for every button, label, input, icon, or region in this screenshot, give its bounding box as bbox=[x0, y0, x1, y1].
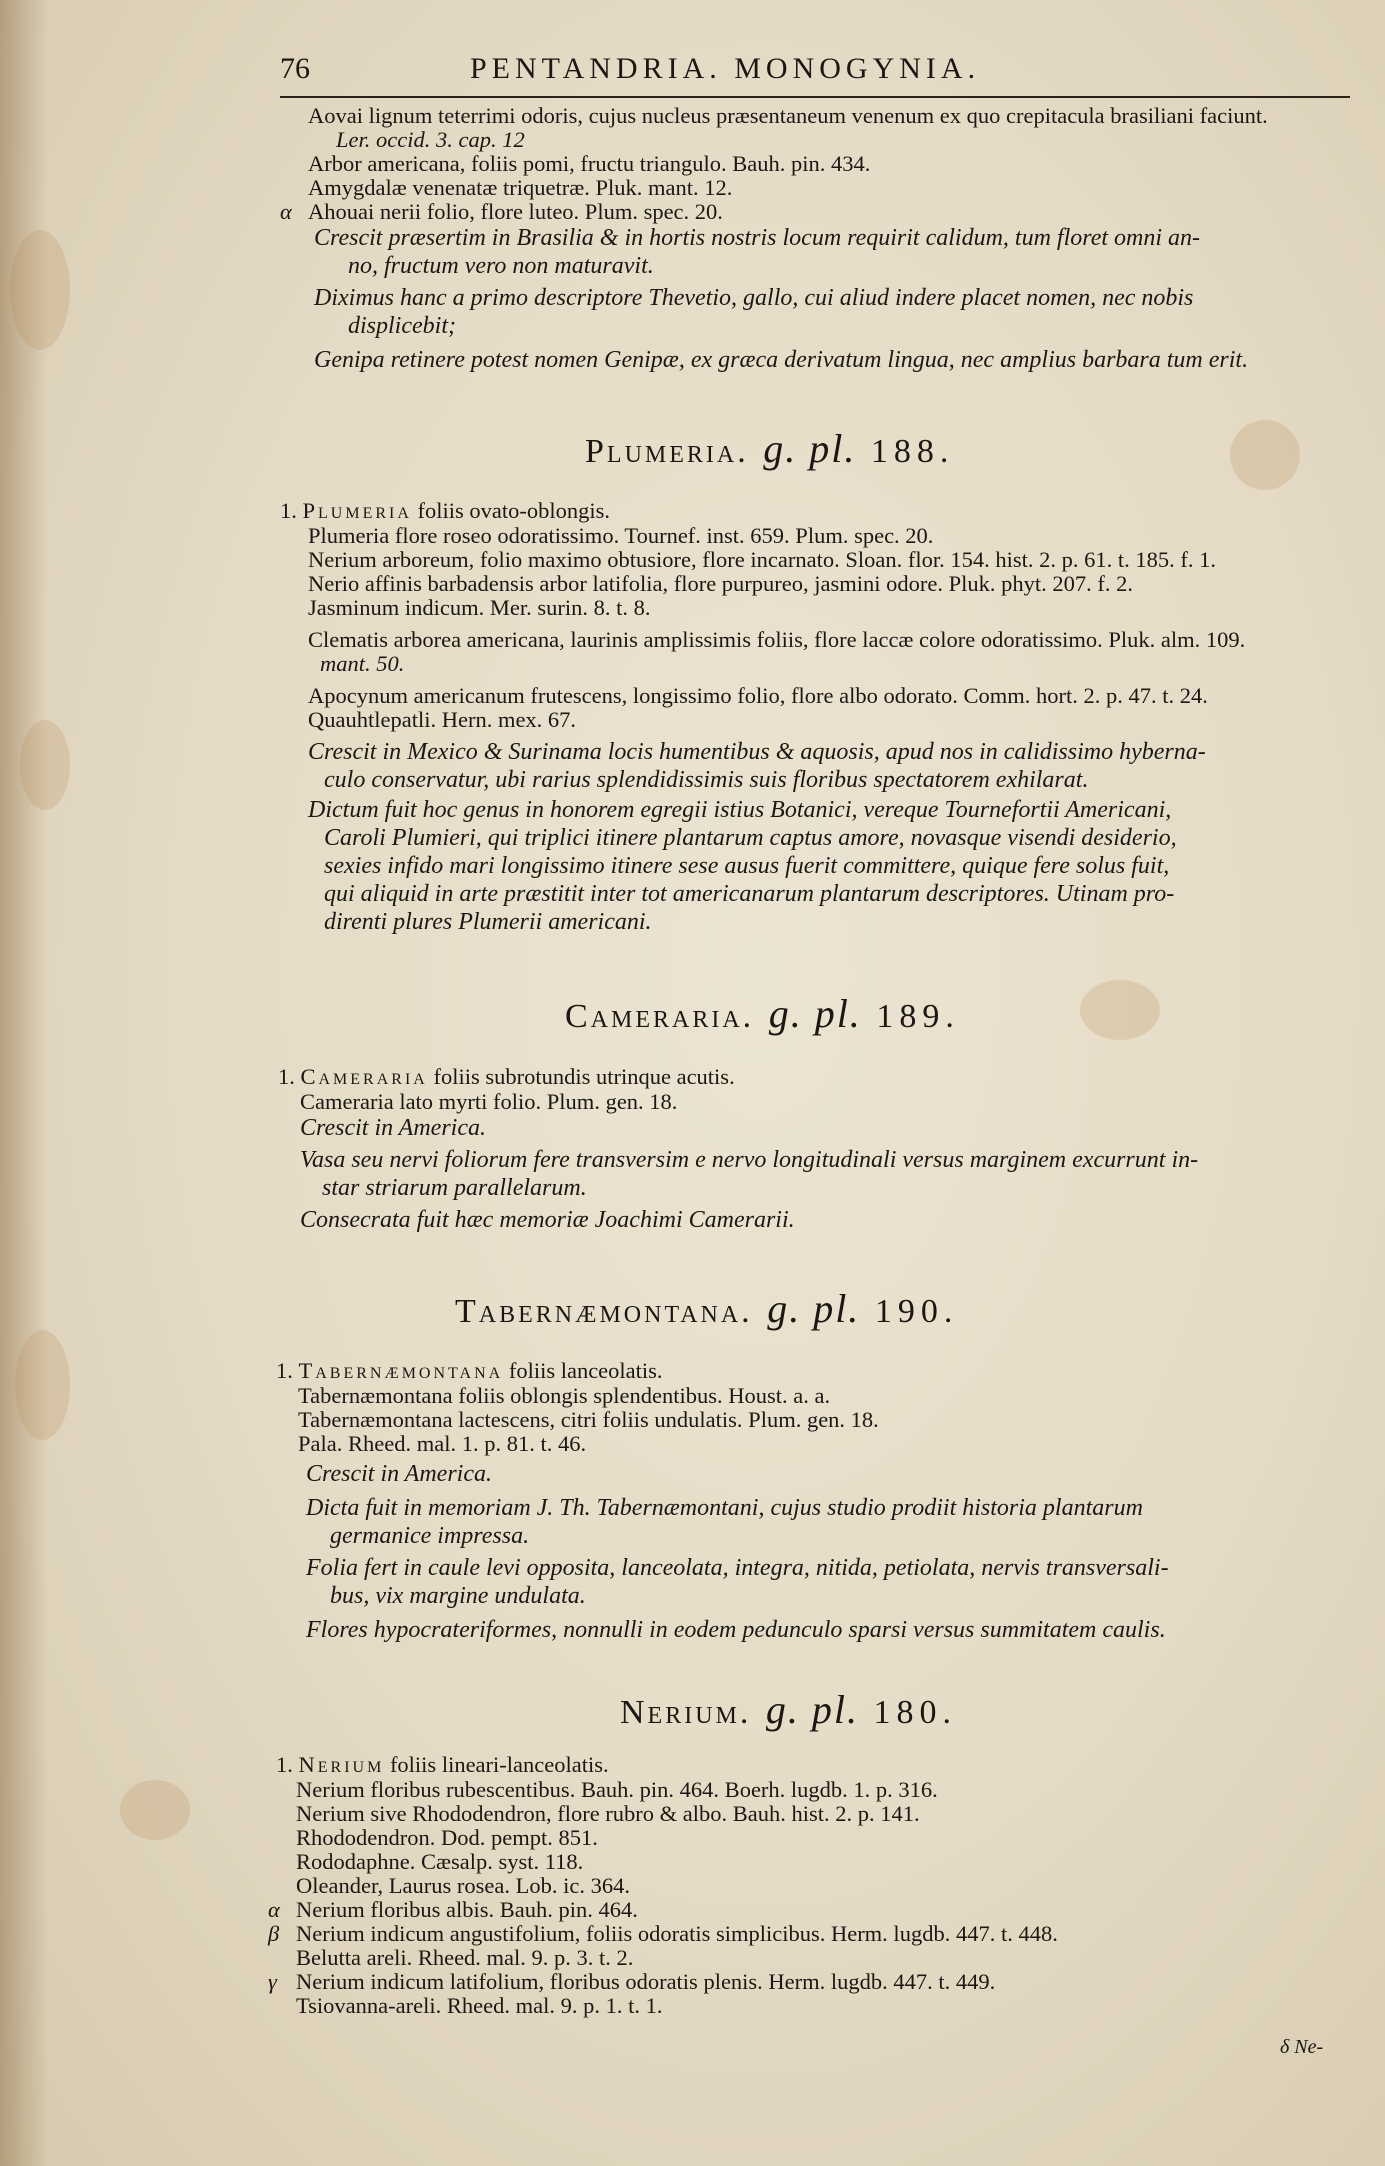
running-title: PENTANDRIA. MONOGYNIA. bbox=[470, 52, 981, 85]
synonym-line: Aovai lignum teterrimi odoris, cujus nucleus præsentaneum venenum ex quo crepitacula brasiliani faciunt. bbox=[308, 103, 1268, 128]
species-number: 1. bbox=[280, 498, 297, 523]
foxing-stain bbox=[10, 230, 70, 350]
variety-mark: β bbox=[268, 1921, 280, 1946]
species-block-plumeria bbox=[280, 498, 1345, 936]
synonym-line: Clematis arborea americana, laurinis amplissimis foliis, flore laccæ colore odoratissimo. Pluk. alm. 109. bbox=[308, 627, 1246, 652]
variety-mark: α bbox=[268, 1897, 280, 1922]
synonym-line bbox=[280, 199, 1373, 224]
foxing-stain bbox=[20, 720, 70, 810]
variety-text: Nerium floribus albis. Bauh. pin. 464. bbox=[296, 1897, 638, 1922]
species-diagnosis: foliis subrotundis utrinque acutis. bbox=[433, 1064, 735, 1089]
genus-number: 188. bbox=[870, 433, 955, 470]
note-line: bus, vix margine undulata. bbox=[330, 1583, 586, 1609]
species-block-nerium bbox=[268, 1752, 1341, 2018]
genus-number: 180. bbox=[873, 1694, 958, 1731]
note-line: sexies infido mari longissimo itinere sese ausus fuerit committere, quique fere solus fuit, bbox=[324, 853, 1170, 879]
genus-ref: g. pl. bbox=[763, 426, 857, 471]
variety-line bbox=[268, 1897, 1341, 1922]
variety-text: Nerium indicum latifolium, floribus odoratis plenis. Herm. lugdb. 447. t. 449. bbox=[296, 1969, 996, 1994]
species-diagnosis: foliis lineari-lanceolatis. bbox=[389, 1752, 609, 1777]
synonym-line: Quauhtlepatli. Hern. mex. 67. bbox=[308, 707, 577, 732]
note-line: Crescit præsertim in Brasilia & in hortis nostris locum requirit calidum, tum floret omni an- bbox=[314, 225, 1201, 251]
variety-line bbox=[268, 1969, 1341, 1994]
synonym-line: Rhododendron. Dod. pempt. 851. bbox=[296, 1825, 598, 1850]
synonym-line: Oleander, Laurus rosea. Lob. ic. 364. bbox=[296, 1873, 630, 1898]
variety-line bbox=[296, 1946, 1341, 1970]
variety-text: Belutta areli. Rheed. mal. 9. p. 3. t. 2. bbox=[296, 1945, 634, 1970]
foxing-stain bbox=[1080, 980, 1160, 1040]
page-header bbox=[280, 48, 1350, 98]
synonym-line: Pala. Rheed. mal. 1. p. 81. t. 46. bbox=[298, 1431, 587, 1456]
note-line: Crescit in America. bbox=[306, 1461, 492, 1487]
synonym-line: Tabernæmontana foliis oblongis splendentibus. Houst. a. a. bbox=[298, 1383, 831, 1408]
genus-ref: g. pl. bbox=[768, 991, 862, 1036]
species-block-cameraria bbox=[278, 1064, 1343, 1234]
genus-number: 189. bbox=[876, 998, 960, 1035]
variety-text: Tsiovanna-areli. Rheed. mal. 9. p. 1. t. 1. bbox=[296, 1993, 663, 2018]
variety-text: Nerium indicum angustifolium, foliis odoratis simplicibus. Herm. lugdb. 447. t. 448. bbox=[296, 1921, 1058, 1946]
variety-mark: α bbox=[280, 199, 292, 224]
synonym-text: Ahouai nerii folio, flore luteo. Plum. spec. 20. bbox=[308, 199, 723, 224]
synonym-line: Nerium sive Rhododendron, flore rubro & albo. Bauh. hist. 2. p. 141. bbox=[296, 1801, 920, 1826]
note-line: Dicta fuit in memoriam J. Th. Tabernæmontani, cujus studio prodiit historia plantarum bbox=[306, 1495, 1143, 1521]
note-line: star striarum parallelarum. bbox=[322, 1175, 587, 1201]
variety-line bbox=[268, 1921, 1341, 1946]
variety-mark: γ bbox=[268, 1969, 277, 1994]
species-diagnosis-line bbox=[278, 1064, 1343, 1090]
species-name: Cameraria bbox=[300, 1064, 428, 1089]
species-name: Plumeria bbox=[302, 498, 412, 523]
synonym-line: Tabernæmontana lactescens, citri foliis undulatis. Plum. gen. 18. bbox=[298, 1407, 879, 1432]
reference-line: Ler. occid. 3. cap. 12 bbox=[336, 127, 525, 152]
synonym-line: mant. 50. bbox=[320, 651, 405, 676]
note-line: qui aliquid in arte præstitit inter tot americanarum plantarum descriptores. Utinam pro- bbox=[324, 881, 1175, 907]
note-line: Diximus hanc a primo descriptore Thevetio, gallo, cui aliud indere placet nomen, nec nobis bbox=[314, 285, 1194, 311]
note-line: Vasa seu nervi foliorum fere transversim e nervo longitudinali versus marginem excurrunt in- bbox=[300, 1147, 1199, 1173]
synonym-line: Rododaphne. Cæsalp. syst. 118. bbox=[296, 1849, 584, 1874]
header-rule bbox=[280, 96, 1350, 98]
species-diagnosis: foliis lanceolatis. bbox=[508, 1358, 663, 1383]
species-block-tabernaemontana bbox=[276, 1358, 1341, 1644]
note-line: Crescit in America. bbox=[300, 1115, 486, 1141]
note-line: Consecrata fuit hæc memoriæ Joachimi Camerarii. bbox=[300, 1207, 795, 1233]
synonym-line: Nerium arboreum, folio maximo obtusiore, flore incarnato. Sloan. flor. 154. hist. 2. p. 61. t. 185. f. 1. bbox=[308, 547, 1216, 572]
genus-name: Tabernæmontana. bbox=[455, 1293, 753, 1330]
note-line: Flores hypocrateriformes, nonnulli in eodem pedunculo sparsi versus summitatem caulis. bbox=[306, 1617, 1166, 1643]
species-name: Tabernæmontana bbox=[298, 1358, 504, 1383]
genus-name: Cameraria. bbox=[565, 998, 755, 1035]
foxing-stain bbox=[1230, 420, 1300, 490]
synonym-line: Apocynum americanum frutescens, longissimo folio, flore albo odorato. Comm. hort. 2. p. 47. t. 24. bbox=[308, 683, 1208, 708]
note-line: Folia fert in caule levi opposita, lanceolata, integra, nitida, petiolata, nervis transversali- bbox=[306, 1555, 1169, 1581]
variety-line bbox=[296, 1994, 1341, 2018]
note-line: Genipa retinere potest nomen Genipæ, ex græca derivatum lingua, nec amplius barbara tum erit. bbox=[314, 347, 1249, 373]
genus-heading-tabernaemontana bbox=[455, 1285, 958, 1332]
foxing-stain bbox=[15, 1330, 70, 1440]
species-diagnosis-line bbox=[276, 1752, 1341, 1778]
genus-heading-plumeria bbox=[585, 425, 954, 472]
note-line: displicebit; bbox=[348, 313, 456, 339]
genus-number: 190. bbox=[874, 1293, 959, 1330]
species-number: 1. bbox=[278, 1064, 295, 1089]
genus-ref: g. pl. bbox=[765, 1687, 860, 1732]
species-number: 1. bbox=[276, 1358, 293, 1383]
note-line: Caroli Plumieri, qui triplici itinere plantarum captus amore, novasque visendi desiderio, bbox=[324, 825, 1177, 851]
synonym-line: Nerium floribus rubescentibus. Bauh. pin. 464. Boerh. lugdb. 1. p. 316. bbox=[296, 1777, 938, 1802]
note-line: Dictum fuit hoc genus in honorem egregii istius Botanici, vereque Tournefortii Americani, bbox=[308, 797, 1172, 823]
foxing-stain bbox=[120, 1780, 190, 1840]
genus-name: Nerium. bbox=[620, 1694, 752, 1731]
synonym-line: Jasminum indicum. Mer. surin. 8. t. 8. bbox=[308, 595, 651, 620]
top-entry-block bbox=[280, 103, 1373, 374]
synonym-line: Cameraria lato myrti folio. Plum. gen. 18. bbox=[300, 1089, 678, 1114]
note-line: germanice impressa. bbox=[330, 1523, 530, 1549]
genus-heading-nerium bbox=[620, 1686, 957, 1733]
genus-heading-cameraria bbox=[565, 990, 960, 1037]
synonym-line: Amygdalæ venenatæ triquetræ. Pluk. mant. 12. bbox=[308, 175, 733, 200]
note-line: direnti plures Plumerii americani. bbox=[324, 909, 652, 935]
genus-name: Plumeria. bbox=[585, 433, 749, 470]
note-line: Crescit in Mexico & Surinama locis humentibus & aquosis, apud nos in calidissimo hyberna- bbox=[308, 739, 1206, 765]
catchword: δ Ne- bbox=[1280, 2036, 1324, 2058]
species-name: Nerium bbox=[298, 1752, 385, 1777]
species-diagnosis-line bbox=[280, 498, 1345, 524]
species-diagnosis: foliis ovato-oblongis. bbox=[417, 498, 611, 523]
genus-ref: g. pl. bbox=[767, 1286, 861, 1331]
synonym-line: Arbor americana, foliis pomi, fructu triangulo. Bauh. pin. 434. bbox=[308, 151, 871, 176]
species-diagnosis-line bbox=[276, 1358, 1341, 1384]
note-line: no, fructum vero non maturavit. bbox=[348, 253, 654, 279]
synonym-line: Nerio affinis barbadensis arbor latifolia, flore purpureo, jasmini odore. Pluk. phyt. 207. f. 2. bbox=[308, 571, 1134, 596]
page-number: 76 bbox=[280, 52, 310, 85]
note-line: culo conservatur, ubi rarius splendidissimis suis floribus spectatorem exhilarat. bbox=[324, 767, 1089, 793]
synonym-line: Plumeria flore roseo odoratissimo. Tournef. inst. 659. Plum. spec. 20. bbox=[308, 523, 934, 548]
species-number: 1. bbox=[276, 1752, 293, 1777]
